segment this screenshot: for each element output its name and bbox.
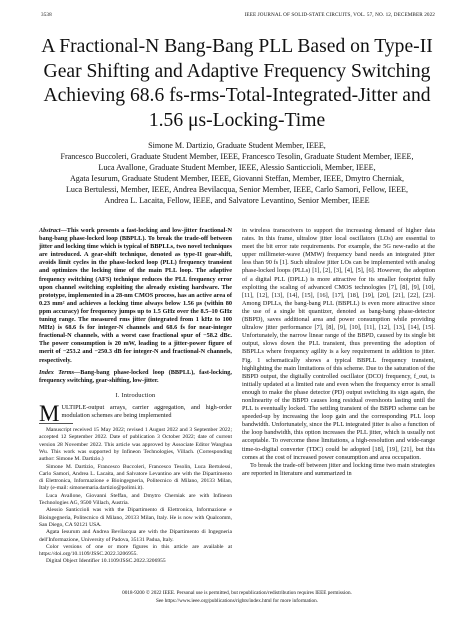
title-line: 1.56 μs-Locking-Time	[148, 109, 326, 131]
footnote: Agata Iesurum and Andrea Bevilacqua are with the Dipartimento di Ingegneria dell'Informazione, University of Padova, 35131 Padua, Italy.	[39, 529, 232, 543]
drop-cap: M	[39, 400, 60, 426]
body-paragraph: in wireless transceivers to support the increasing demand of higher data rates. In this frame, ultralow jitter local oscillators (LOs) are essential to meet the bit error rate requirements. For example, the 5G new-radio at the upper millimeter-wave (MMW) frequency band needs an integrated jitter less than 90 fs [1]. Such ultralow jitter LOs can be implemented with analog phase-locked loops (PLLs) [1], [2], [3], [4], [5], [6]. However, the adoption of a digital PLL (DPLL) is more attractive for its smaller footprint fully exploiting the scaling of advanced CMOS technologies [7], [8], [9], [10], [11], [12], [13], [14], [15], [16], [17], [18], [19], [20], [21], [22], [23]. Among DPLLs, the bang-bang PLL (BBPLL) is even more attractive since the use of a single bit quantizer, denoted as bang-bang phase-detector (BBPD), saves additional area and power consumption while providing ultralow jitter performance [7], [8], [9], [10], [11], [12], [13], [14], [15]. Unfortunately, the narrow linear range of the BBPD, caused by its single bit output, slows down the PLL transient, thus preventing the adoption of BBPLLs where frequency agility is a key requirement in addition to jitter. Fig. 1 schematically shows a typical BBPLL frequency transient, highlighting the main limitations of this scheme. Due to the saturation of the BBPD output, the digitally controlled oscillator (DCO) frequency, f_out, is initially updated at a limited rate and even when the frequency error is small enough to make the phase detector (PD) output switching its sign again, the nonlinearity of the BBPD causes long residual overshoots lasting until the PLL is eventually locked. The settling transient of the BBPD scheme can be speeded-up by increasing the loop gain and the corresponding PLL loop bandwidth. Unfortunately, since the PLL integrated jitter is also a function of the loop bandwidth, this option increases the PLL jitter, which is usually not acceptable. To overcome these limitations, a high-resolution and wide-range time-to-digital converter (TDC) could be adopted [18], [19], [21], but this comes at the cost of increased power consumption and area occupation.	[242, 227, 435, 461]
footnote: Color versions of one or more figures in this article are available at https://doi.org/10.1109/JSSC.2022.3206955.	[39, 543, 232, 558]
index-terms	[39, 369, 232, 385]
title-line: A Fractional-N Bang-Bang PLL Based on Type-II	[41, 36, 433, 57]
author-line: Luca Bertulessi, Member, IEEE, Andrea Bevilacqua, Senior Member, IEEE, Carlo Samori, Fellow, IEEE,	[65, 184, 409, 194]
author-line: Francesco Buccoleri, Graduate Student Member, IEEE, Francesco Tesolin, Graduate Student Member, IEEE,	[60, 151, 414, 161]
abstract	[39, 227, 232, 365]
footnote: Simone M. Dartizio, Francesco Buccoleri, Francesco Tesolin, Luca Bertulessi, Carlo Samori, Andrea L. Lacaita, and Salvatore Levantino are with the Dipartimento di Elettronica, Informazione e Bioingegneria, Politecnico di Milano, 20133 Milan, Italy (e-mail: simonemaria.dartizio@polimi.it).	[39, 463, 232, 492]
author-line: Simone M. Dartizio, Graduate Student Member, IEEE,	[148, 141, 326, 150]
author-line: Andrea L. Lacaita, Fellow, IEEE, and Salvatore Levantino, Senior Member, IEEE	[104, 195, 370, 205]
title-line: Gear Shifting and Adaptive Frequency Switching	[43, 60, 431, 82]
abstract-label: Abstract	[39, 227, 61, 234]
footnote: Digital Object Identifier 10.1109/JSSC.2022.3206955	[46, 558, 166, 565]
copyright-footer	[39, 590, 435, 605]
title-line: Achieving 68.6 fs-rms-Total-Integrated-Jitter and	[43, 85, 431, 107]
intro-text: ULTIPLE-output arrays, carrier aggregation, and high-order modulation schemes are being implemented	[61, 403, 232, 419]
author-line: Luca Avallone, Graduate Student Member, IEEE, Alessio Santiccioli, Member, IEEE,	[98, 162, 376, 172]
footer-line: See https://www.ieee.org/publications/rights/index.html for more information.	[155, 597, 319, 604]
author-line: Agata Iesurum, Graduate Student Member, IEEE, Giovanni Steffan, Member, IEEE, Dmytro Cherniak,	[69, 173, 405, 183]
right-column	[242, 227, 435, 478]
intro-paragraph	[39, 400, 232, 426]
section-heading: I. Introduction	[115, 391, 156, 399]
page-number: 3538	[41, 12, 52, 18]
abstract-text: —This work presents a fast-locking and low-jitter fractional-N bang-bang phase-locked loop (BBPLL). To break the trade-off between jitter and locking time which is typical of BBPLLs, two novel techniques are introduced. A gear-shift technique, denoted as type-II gear-shift, avoids limit cycles in the phase-locked loop (PLL) frequency transient and optimizes the locking time of the main PLL loop. The adaptive frequency switching (AFS) technique reduces the PLL frequency error upon channel switching exploiting the already existing hardware. The prototype, implemented in a 28-nm CMOS process, has an active area of 0.23 mm² and achieves a locking time always below 1.56 μs (within 80 ppm accuracy) for frequency jumps up to 1.5 GHz over the 8.5–10 GHz tuning range. The measured rms jitter (integrated from 1 kHz to 100 MHz) is 68.6 fs for integer-N channels and 68.6 fs for near-integer fractional-N channels, with a worst case fractional spur of −58.2 dBc. The power consumption is 20 mW, leading to a jitter-power figure of merit of −253.2 and −250.3 dB for integer-N and fractional-N channels, respectively.	[39, 227, 232, 364]
left-column	[39, 227, 232, 566]
index-terms-label: Index Terms	[39, 368, 75, 376]
journal-name: IEEE JOURNAL OF SOLID-STATE CIRCUITS, VOL. 57, NO. 12, DECEMBER 2022	[244, 12, 435, 18]
footer-line: 0018-9200 © 2022 IEEE. Personal use is permitted, but republication/redistribution requires IEEE permission.	[122, 590, 352, 596]
body-paragraph: To break the trade-off between jitter and locking time two main strategies are reported in literature and summarized in	[242, 461, 435, 477]
footnote: Luca Avallone, Giovanni Steffan, and Dmytro Cherniak are with Infineon Technologies AG, 9500 Villach, Austria.	[39, 492, 232, 507]
index-terms-text: —Bang-bang phase-locked loop (BBPLL), fast-locking, frequency switching, gear-shifting, low-jitter.	[39, 368, 232, 384]
paper-title	[30, 35, 444, 133]
footnote: Alessio Santiccioli was with the Dipartimento di Elettronica, Informazione e Bioingegneria, Politecnico di Milano, 20133 Milan, Italy. He is now with Qualcomm, San Diego, CA 92121 USA.	[39, 507, 232, 528]
footnote: Manuscript received 15 May 2022; revised 1 August 2022 and 3 September 2022; accepted 12 September 2022. Date of publication 3 October 2022; date of current version 28 November 2022. This article was approved by Associate Editor Wanghua Wu. This work was supported by Infineon Technologies, Villach. (Corresponding author: Simone M. Dartizio.)	[39, 427, 232, 463]
footnotes	[39, 427, 232, 566]
author-list	[44, 141, 430, 206]
running-header	[41, 12, 435, 22]
